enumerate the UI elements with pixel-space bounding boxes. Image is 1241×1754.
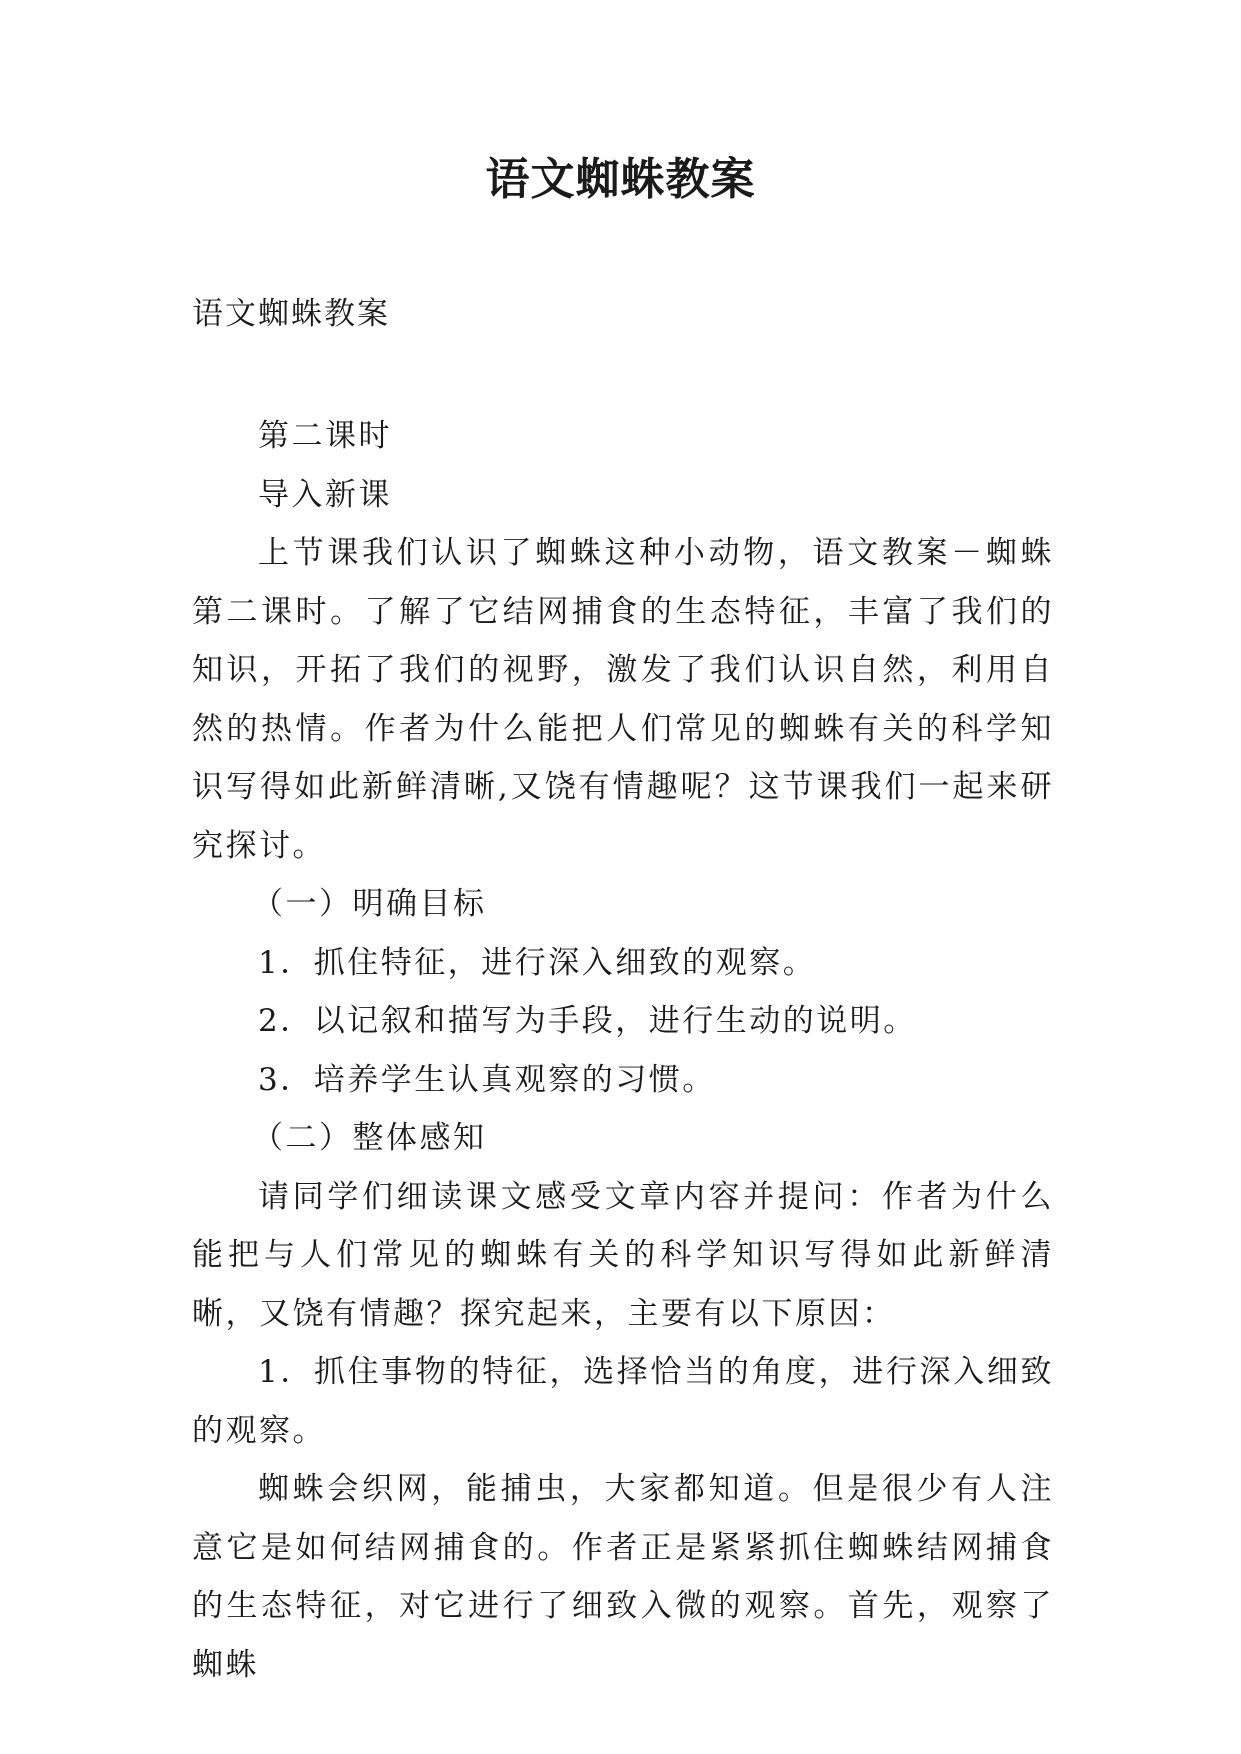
paragraph: 请同学们细读课文感受文章内容并提问：作者为什么能把与人们常见的蜘蛛有关的科学知识写得如此新鲜清晰，又饶有情趣？探究起来，主要有以下原因： [192,1178,1054,1332]
paragraph: 蜘蛛会织网，能捕虫，大家都知道。但是很少有人注意它是如何结网捕食的。作者正是紧紧抓住蜘蛛结网捕食的生态特征，对它进行了细致入微的观察。首先，观察了蜘蛛 [192,1471,1054,1683]
paragraph: 1．抓住事物的特征，选择恰当的角度，进行深入细致的观察。 [192,1354,1054,1449]
paragraph: 导入新课 [258,476,392,513]
document-title: 语文蜘蛛教案 [485,154,756,205]
paragraph: 上节课我们认识了蜘蛛这种小动物，语文教案－蜘蛛第二课时。了解了它结网捕食的生态特征，丰富了我们的知识，开拓了我们的视野，激发了我们认识自然，利用自然的热情。作者为什么能把人们常见的蜘蛛有关的科学知识写得如此新鲜清晰,又饶有情趣呢？这节课我们一起来研究探讨。 [192,535,1054,864]
paragraph: 3．培养学生认真观察的习惯。 [258,1061,716,1098]
paragraph: 2．以记叙和描写为手段，进行生动的说明。 [258,1003,917,1039]
paragraph: 1．抓住特征，进行深入细致的观察。 [258,944,817,981]
document-subtitle: 语文蜘蛛教案 [192,296,390,332]
paragraph: （二）整体感知 [252,1120,487,1156]
document-body [192,407,1054,1694]
paragraph: 第二课时 [258,418,392,454]
paragraph: （一）明确目标 [252,886,487,922]
